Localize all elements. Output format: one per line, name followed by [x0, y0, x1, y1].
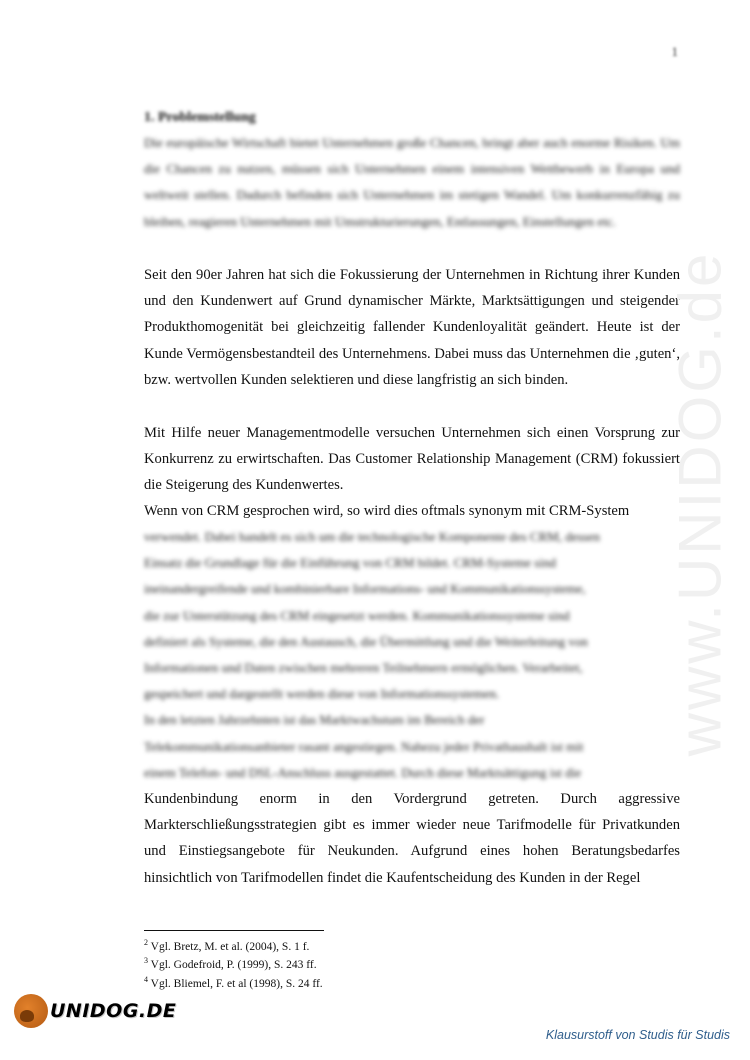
blurred-line: Informationen und Daten zwischen mehreren Teilnehmern ermöglichen. Verarbeitet, [144, 659, 583, 675]
section-heading: 1. Problemstellung [144, 110, 256, 125]
blurred-line: definiert als Systeme, die den Austausch, die Übermittlung und die Weiterleitung von [144, 633, 588, 649]
footnote-divider [144, 930, 324, 931]
paragraph-management-models: Mit Hilfe neuer Managementmodelle versuchen Unternehmen sich einen Vorsprung zur Konkurrenz zu erwirtschaften. Das Customer Relationship Management (CRM) fokussiert die Steigerung des Kundenwertes. [144, 425, 680, 494]
watermark-text: www.UNIDOG.de [666, 250, 734, 756]
blurred-line: verwendet. Dabei handelt es sich um die technologische Komponente des CRM, dessen [144, 529, 600, 544]
blurred-line: Einsatz die Grundlage für die Einführung von CRM bildet. CRM-Systeme sind [144, 555, 556, 571]
footnote-item: $^3$ Vgl. Godefroid, P. (1999), S. 243 ff. [144, 956, 317, 972]
tagline: Klausurstoff von Studis für Studis [545, 1028, 730, 1042]
blurred-line: gespeichert und dargestellt werden diese von Informationssystemen. [144, 686, 500, 702]
blurred-line: ineinandergreifende und kombinierbare Informations- und Kommunikationssysteme, [144, 581, 586, 597]
dog-mascot-icon [14, 994, 48, 1028]
watermark [666, 250, 734, 756]
footnote-item: $^2$ Vgl. Bretz, M. et al. (2004), S. 1 f. [144, 938, 310, 953]
unidog-logo[interactable] [14, 994, 176, 1028]
blurred-intro-paragraph: Die europäische Wirtschaft bietet Unternehmen große Chancen, bringt aber auch enorme Risiken. Um die Chancen zu nutzen, müssen sich Unternehmen einem intensiven Wettbewerb in Europa und weltweit stellen. Dadurch befinden sich Unternehmen im stetigen Wandel. Um konkurrenzfähig zu bleiben, reagieren Unternehmen mit Umstrukturierungen, Entlassungen, Einstellungen etc. [144, 135, 680, 229]
footnote-item: $^4$ Vgl. Bliemel, F. et al (1998), S. 24 ff. [144, 974, 323, 990]
paragraph-customer-focus: Seit den 90er Jahren hat sich die Fokussierung der Unternehmen in Richtung ihrer Kunden und den Kundenwert auf Grund dynamischer Märkte, Marktsättigungen und steigender Produkthomogenität bei gleichzeitig fallender Kundenloyalität geändert. Heute ist der Kunde Vermögensbestandteil des Unternehmens. Dabei muss das Unternehmen die ‚guten‘, bzw. wertvollen Kunden selektieren und diese langfristig an sich binden. [144, 267, 680, 388]
footnotes [144, 936, 323, 991]
blurred-line: Telekommunikationsanbieter rasant angestiegen. Nahezu jeder Privathaushalt ist mit [144, 738, 584, 754]
blurred-line: die zur Unterstützung des CRM eingesetzt werden. Kommunikationssysteme sind [144, 607, 570, 623]
paragraph-crm-system-line: Wenn von CRM gesprochen wird, so wird dies oftmals synonym mit CRM-System [144, 503, 630, 519]
blurred-middle-section [144, 524, 680, 786]
logo-text: UNIDOG.DE [50, 1000, 177, 1022]
paragraph-customer-retention: Kundenbindung enorm in den Vordergrund getreten. Durch aggressive Markterschließungsstrategien gibt es immer wieder neue Tarifmodelle für Privatkunden und Einstiegsangebote für Neukunden. Aufgrund eines hohen Beratungsbedarfes hinsichtlich von Tarifmodellen findet die Kaufentscheidung des Kunden in der Regel [144, 791, 680, 886]
page-number: 1 [671, 44, 678, 59]
blurred-line: einem Telefon- und DSL-Anschluss ausgestattet. Durch diese Marktsättigung ist die [144, 764, 582, 780]
blurred-line: In den letzten Jahrzehnten ist das Marktwachstum im Bereich der [144, 712, 485, 728]
